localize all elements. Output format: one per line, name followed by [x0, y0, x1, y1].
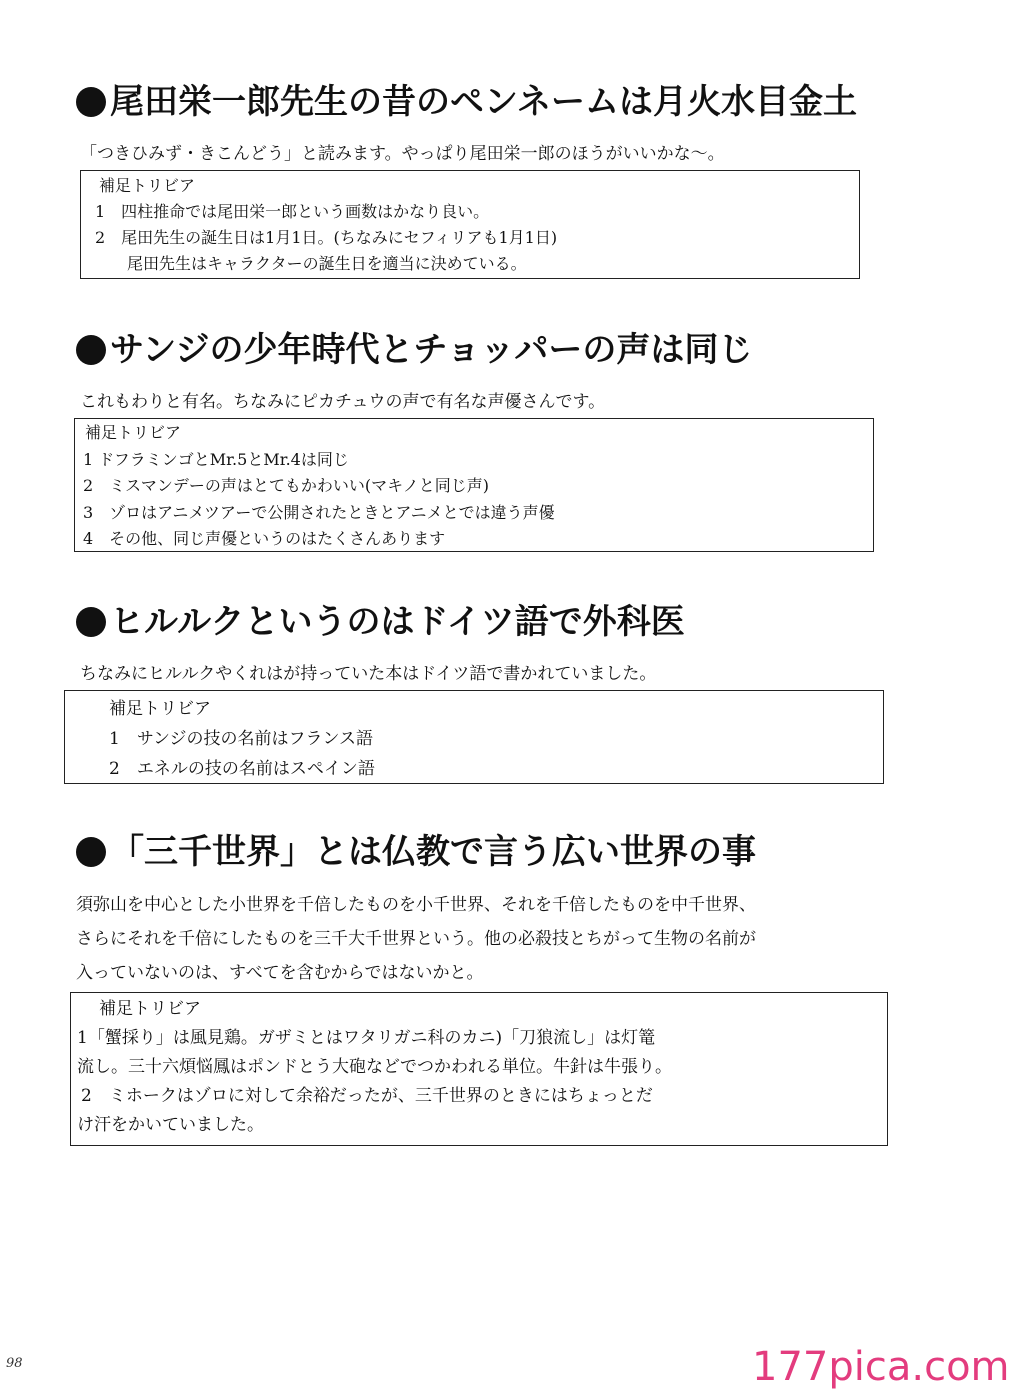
section-2-heading: サンジの少年時代とチョッパーの声は同じ — [76, 328, 752, 372]
trivia-item: 2 ミスマンデーの声はとてもかわいい(マキノと同じ声) — [83, 476, 490, 495]
trivia-item: 1「蟹採り」は風見鶏。ガザミとはワタリガニ科のカニ)「刀狼流し」は灯篭 — [77, 1028, 656, 1048]
bullet-icon — [76, 335, 106, 365]
section-4-heading: 「三千世界」とは仏教で言う広い世界の事 — [76, 830, 756, 874]
trivia-item: 3 ゾロはアニメツアーで公開されたときとアニメとでは違う声優 — [83, 502, 555, 522]
trivia-item: 2 尾田先生の誕生日は1月1日。(ちなみにセフィリアも1月1日) — [95, 228, 558, 247]
trivia-box-title: 補足トリビア — [85, 423, 182, 442]
trivia-item: 1 ドフラミンゴとMr.5とMr.4は同じ — [83, 449, 349, 469]
trivia-item: 尾田先生はキャラクターの誕生日を適当に決めている。 — [95, 254, 527, 273]
trivia-box-title: 補足トリビア — [99, 999, 201, 1019]
section-1-intro: 「つきひみず・きこんどう」と読みます。やっぱり尾田栄一郎のほうがいいかな〜。 — [80, 144, 725, 164]
section-1-trivia-box — [80, 170, 860, 279]
section-3-intro: ちなみにヒルルクやくれはが持っていた本はドイツ語で書かれていました。 — [80, 664, 657, 684]
bullet-icon — [76, 607, 106, 637]
page-number: 98 — [6, 1356, 23, 1371]
trivia-item: 流し。三十六煩悩鳳はポンドとう大砲などでつかわれる単位。牛針は牛張り。 — [77, 1057, 672, 1077]
paragraph-line: さらにそれを千倍にしたものを三千大千世界という。他の必殺技とちがって生物の名前が — [76, 929, 756, 949]
trivia-item: 4 その他、同じ声優というのはたくさんあります — [83, 529, 446, 548]
bullet-icon — [76, 837, 106, 867]
section-4-trivia-box — [70, 992, 888, 1146]
section-3-trivia-box — [64, 690, 884, 784]
watermark: 177pica.com — [752, 1344, 1010, 1390]
section-3-heading: ヒルルクというのはドイツ語で外科医 — [76, 600, 685, 644]
paragraph-line: 入っていないのは、すべてを含むからではないかと。 — [76, 963, 484, 983]
trivia-item: け汗をかいていました。 — [77, 1115, 264, 1135]
bullet-icon — [76, 87, 106, 117]
trivia-item: 1 四柱推命では尾田栄一郎という画数はかなり良い。 — [95, 202, 490, 221]
section-4-paragraph — [76, 888, 906, 990]
trivia-box-title: 補足トリビア — [99, 176, 196, 195]
section-1-heading: 尾田栄一郎先生の昔のペンネームは月火水目金土 — [76, 80, 857, 124]
section-2-intro: これもわりと有名。ちなみにピカチュウの声で有名な声優さんです。 — [80, 392, 606, 412]
trivia-item: 2 ミホークはゾロに対して余裕だったが、三千世界のときにはちょっとだ — [81, 1086, 653, 1106]
paragraph-line: 須弥山を中心とした小世界を千倍したものを小千世界、それを千倍したものを中千世界、 — [76, 895, 756, 915]
trivia-item: 2 エネルの技の名前はスペイン語 — [109, 759, 375, 779]
section-2-trivia-box — [74, 418, 874, 552]
trivia-box-title: 補足トリビア — [109, 699, 211, 719]
trivia-item: 1 サンジの技の名前はフランス語 — [109, 729, 374, 749]
